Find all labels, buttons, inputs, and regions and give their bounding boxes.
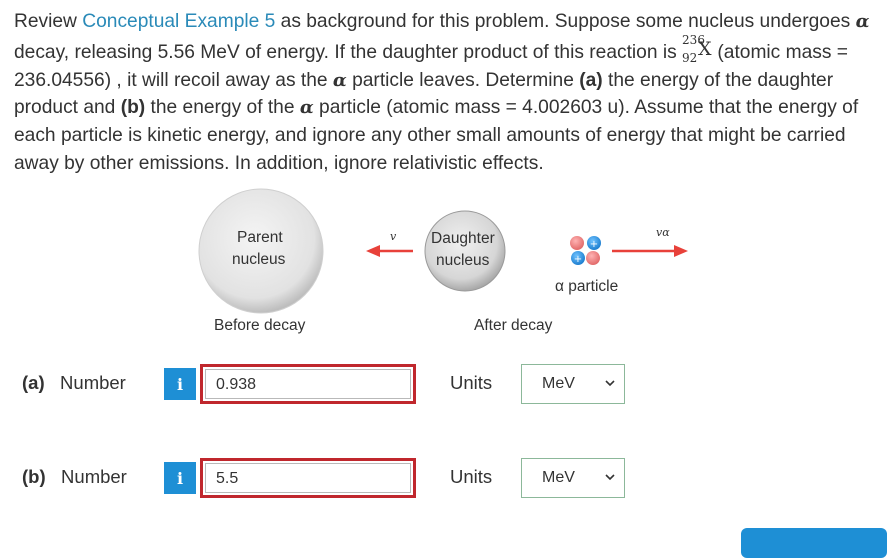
units-label-b: Units	[450, 466, 493, 487]
units-select-b-value: MeV	[542, 469, 575, 486]
number-input-b-value[interactable]: 5.5	[205, 463, 411, 493]
daughter-label-line2: nucleus	[436, 252, 490, 269]
number-input-a-value[interactable]: 0.938	[205, 369, 411, 399]
part-b-tag: (b)	[22, 466, 46, 487]
info-icon[interactable]: i	[164, 462, 196, 494]
plus-sign-2: +	[573, 254, 583, 265]
problem-text-4: (atomic mass = 236.04556) , it will recoil away as the	[14, 41, 848, 91]
nuclide-atomic-number: 92	[682, 50, 698, 65]
problem-text-3: decay, releasing 5.56 MeV of energy. If the daughter product of this reaction is	[14, 41, 683, 63]
alpha-velocity-arrow	[612, 245, 688, 257]
submit-button[interactable]	[741, 528, 887, 558]
problem-text-8: particle (atomic mass = 4.002603 u). Assume that the energy of each particle is kinetic energy, and ignore any other small amounts of energy that might be carried away by other emissions. In addition, ignore relativistic effects.	[14, 97, 859, 174]
parent-label-line2: nucleus	[232, 251, 286, 268]
number-input-a[interactable]	[200, 364, 416, 404]
alpha-symbol: α	[299, 97, 314, 119]
answer-row-a	[0, 364, 887, 404]
units-select-a-value: MeV	[542, 375, 575, 392]
part-b-label	[22, 466, 127, 488]
chevron-down-icon	[604, 471, 616, 483]
units-select-a[interactable]	[521, 364, 625, 404]
parent-label-line1: Parent	[237, 229, 283, 246]
answer-row-b	[0, 458, 887, 498]
problem-text-7: the energy of the	[145, 97, 300, 119]
after-decay-caption: After decay	[474, 317, 553, 334]
plus-sign-1: +	[589, 239, 599, 250]
part-a-tag: (a)	[22, 372, 45, 393]
problem-text-6: the energy of the daughter product and	[14, 69, 834, 119]
v-label: v	[390, 230, 397, 243]
daughter-label-line1: Daughter	[431, 230, 495, 247]
number-label-b: Number	[61, 466, 127, 487]
chevron-down-icon	[604, 377, 616, 389]
problem-text-2: as background for this problem. Suppose some nucleus undergoes	[275, 11, 856, 32]
conceptual-example-link[interactable]: Conceptual Example 5	[82, 11, 276, 32]
number-input-b[interactable]	[200, 458, 416, 498]
number-label-a: Number	[60, 372, 126, 393]
alpha-symbol: α	[332, 69, 347, 91]
alpha-particle-label: α particle	[555, 278, 619, 295]
part-a-label	[22, 372, 126, 394]
units-label-a: Units	[450, 372, 493, 393]
nuclide-symbol: X	[698, 37, 712, 60]
part-b-marker: (b)	[120, 97, 146, 119]
alpha-symbol: α	[855, 11, 870, 32]
before-decay-caption: Before decay	[214, 317, 306, 334]
nuclide-mass-number: 236	[682, 32, 705, 47]
daughter-velocity-arrow	[366, 245, 413, 257]
alpha-particle-icon	[570, 236, 601, 265]
problem-text-1: Review	[14, 11, 83, 32]
daughter-nucleus	[425, 211, 505, 291]
info-icon[interactable]: i	[164, 368, 196, 400]
units-select-b[interactable]	[521, 458, 625, 498]
v-alpha-label: vα	[656, 226, 670, 239]
problem-text-5: particle leaves. Determine	[346, 69, 580, 91]
part-a-marker: (a)	[579, 69, 603, 91]
